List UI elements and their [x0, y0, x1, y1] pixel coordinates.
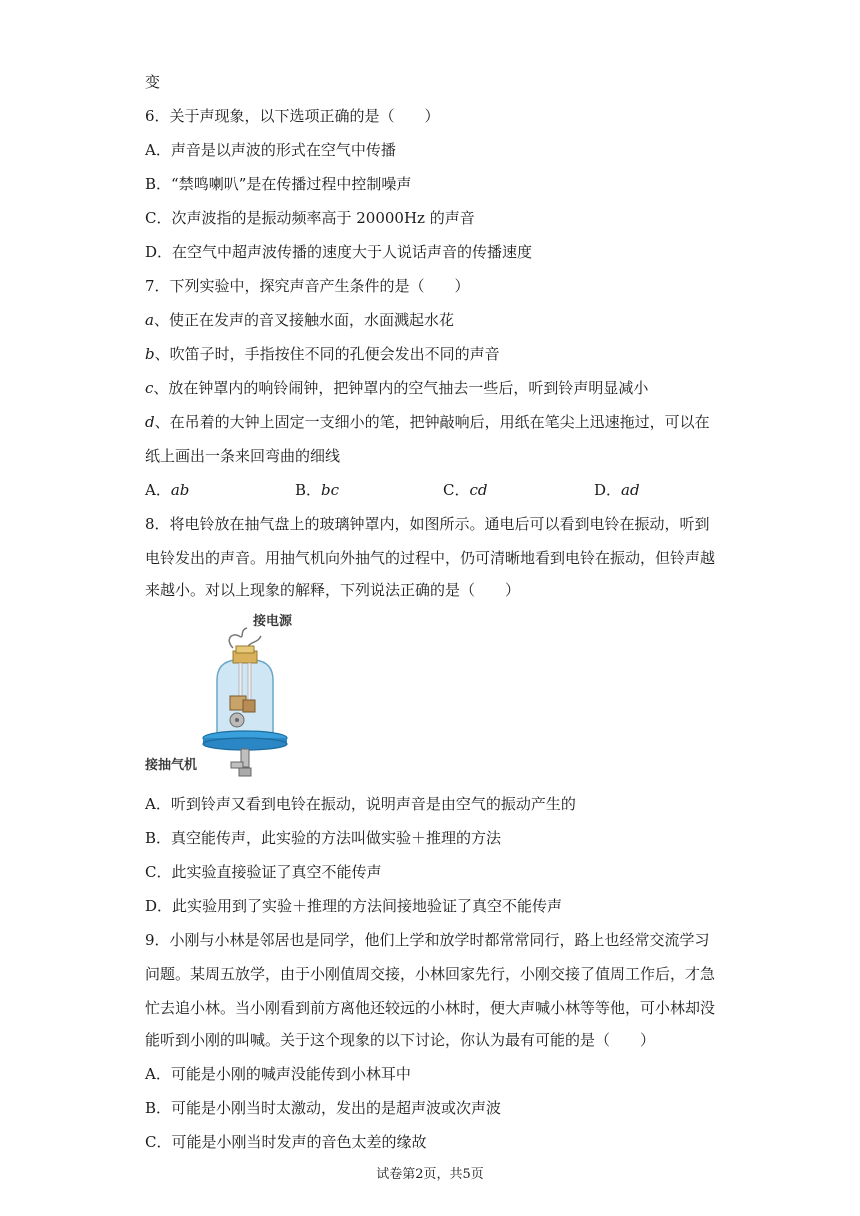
q7-item-d-cont: 纸上画出一条来回弯曲的细线	[145, 447, 341, 465]
q8-option-a: A．听到铃声又看到电铃在振动，说明声音是由空气的振动产生的	[145, 795, 576, 813]
label-vacuum-pump: 接抽气机	[145, 758, 198, 773]
question-9-line3: 忙去追小林。当小刚看到前方离他还较远的小林时，便大声喊小林等等他，可小林却没	[145, 999, 716, 1017]
q9-option-b: B．可能是小刚当时太激动，发出的是超声波或次声波	[145, 1099, 502, 1117]
q9-option-a: A．可能是小刚的喊声没能传到小林耳中	[145, 1065, 411, 1083]
q6-option-d: D．在空气中超声波传播的速度大于人说话声音的传播速度	[145, 243, 533, 261]
question-8-line3: 来越小。对以上现象的解释，下列说法正确的是（ ）	[145, 581, 521, 599]
q6-option-c: C．次声波指的是振动频率高于 20000Hz 的声音	[145, 209, 475, 227]
item-letter: c	[145, 379, 154, 397]
item-letter: a	[145, 311, 154, 329]
q7-choice-c: C．cd	[443, 481, 488, 499]
q7-item-c	[145, 378, 648, 398]
question-8-line2: 电铃发出的声音。用抽气机向外抽气的过程中，仍可清晰地看到电铃在振动，但铃声越	[145, 549, 716, 567]
q9-option-c: C．可能是小刚当时发声的音色太差的缘故	[145, 1133, 427, 1151]
q8-option-d: D．此实验用到了实验＋推理的方法间接地验证了真空不能传声	[145, 897, 563, 915]
item-letter: b	[145, 345, 155, 363]
label-power-supply: 接电源	[253, 614, 293, 629]
question-8-line1: 8．将电铃放在抽气盘上的玻璃钟罩内，如图所示。通电后可以看到电铃在振动，听到	[145, 515, 710, 533]
q6-option-b: B．“禁鸣喇叭”是在传播过程中控制噪声	[145, 175, 412, 193]
q7-choice-d: D．ad	[594, 481, 640, 499]
q7-item-d	[145, 412, 710, 432]
item-letter: d	[145, 413, 155, 431]
q6-option-a: A．声音是以声波的形式在空气中传播	[145, 141, 396, 159]
item-text: 、在吊着的大钟上固定一支细小的笔，把钟敲响后，用纸在笔尖上迅速拖过，可以在	[154, 413, 710, 431]
question-9-line1: 9．小刚与小林是邻居也是同学，他们上学和放学时都常常同行，路上也经常交流学习	[145, 931, 710, 949]
q7-choice-a: A．ab	[145, 481, 190, 499]
q7-item-b	[145, 344, 500, 364]
wire-icon	[229, 628, 247, 648]
question-9-line4: 能听到小刚的叫喊。关于这个现象的以下讨论，你认为最有可能的是（ ）	[145, 1031, 656, 1049]
item-text: 、使正在发声的音叉接触水面，水面溅起水花	[153, 311, 454, 329]
question-7: 7．下列实验中，探究声音产生条件的是（ ）	[145, 277, 470, 295]
question-6: 6．关于声现象，以下选项正确的是（ ）	[145, 107, 440, 125]
question-9-line2: 问题。某周五放学，由于小刚值周交接，小林回家先行，小刚交接了值周工作后，才急	[145, 965, 716, 983]
bell-jar-figure	[195, 618, 295, 788]
item-text: 、吹笛子时，手指按住不同的孔便会发出不同的声音	[154, 345, 500, 363]
q7-item-a	[145, 310, 454, 330]
text-line: 变	[145, 73, 161, 91]
q7-choice-b: B．bc	[295, 481, 340, 499]
q8-option-c: C．此实验直接验证了真空不能传声	[145, 863, 382, 881]
page-footer: 试卷第2页，共5页	[376, 1167, 484, 1182]
q8-option-b: B．真空能传声，此实验的方法叫做实验＋推理的方法	[145, 829, 502, 847]
item-text: 、放在钟罩内的响铃闹钟，把钟罩内的空气抽去一些后，听到铃声明显减小	[153, 379, 649, 397]
